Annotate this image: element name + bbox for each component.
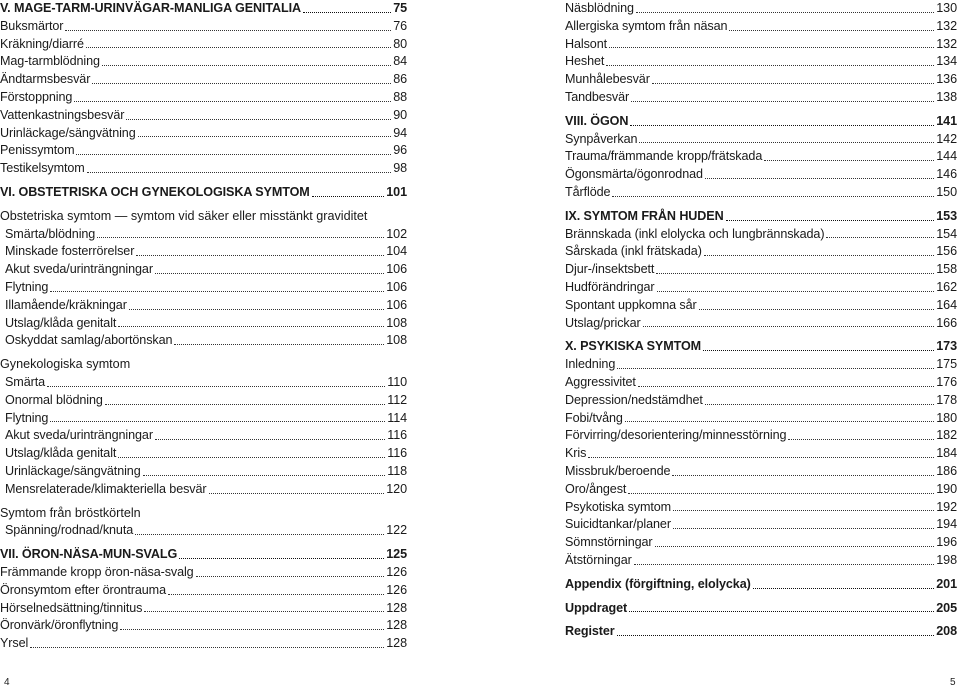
toc-entry[interactable]	[565, 53, 957, 71]
toc-entry[interactable]	[565, 0, 957, 18]
toc-entry-page-number: 118	[387, 463, 407, 478]
toc-entry-page-number: 104	[386, 244, 407, 259]
toc-entry[interactable]	[0, 410, 407, 428]
toc-entry-label: Hudförändringar	[565, 279, 655, 294]
toc-entry-page-number: 122	[386, 523, 407, 538]
toc-entry-page-number: 158	[936, 262, 957, 277]
toc-section-heading[interactable]	[565, 113, 957, 131]
toc-entry-label: X. PSYKISKA SYMTOM	[565, 339, 702, 354]
toc-entry-page-number: 120	[386, 481, 407, 496]
toc-entry-label: Hörselnedsättning/tinnitus	[0, 600, 143, 615]
toc-entry-page-number: 106	[386, 262, 407, 277]
toc-entry-page-number: 134	[936, 54, 957, 69]
toc-entry[interactable]	[0, 445, 407, 463]
toc-entry[interactable]	[565, 499, 957, 517]
dot-leader	[617, 367, 934, 369]
toc-entry-label: Buksmärtor	[0, 18, 64, 33]
toc-entry[interactable]	[565, 410, 957, 428]
toc-entry-label: Oro/ångest	[565, 481, 627, 496]
toc-entry[interactable]	[565, 481, 957, 499]
dot-leader	[102, 64, 391, 66]
toc-entry-page-number: 101	[386, 184, 407, 199]
toc-entry[interactable]	[565, 445, 957, 463]
toc-entry[interactable]	[0, 374, 407, 392]
dot-leader	[636, 11, 934, 13]
toc-section-heading[interactable]	[0, 0, 407, 18]
toc-entry-label: Mensrelaterade/klimakteriella besvär	[5, 481, 207, 496]
toc-entry[interactable]	[565, 243, 957, 261]
toc-entry-page-number: 146	[936, 167, 957, 182]
dot-leader	[655, 545, 935, 547]
toc-entry[interactable]	[565, 552, 957, 570]
dot-leader	[788, 438, 934, 440]
toc-entry[interactable]	[0, 53, 407, 71]
toc-group-heading: Obstetriska symtom — symtom vid säker eller misstänkt graviditet	[0, 208, 368, 223]
toc-entry-label: Inledning	[565, 357, 616, 372]
toc-entry-page-number: 164	[936, 297, 957, 312]
toc-entry-page-number: 108	[386, 333, 407, 348]
toc-entry[interactable]	[565, 315, 957, 333]
toc-entry-label: Kris	[565, 446, 587, 461]
toc-entry-page-number: 126	[386, 564, 407, 579]
toc-entry-page-number: 150	[936, 184, 957, 199]
toc-entry-page-number: 175	[936, 357, 957, 372]
toc-entry[interactable]	[0, 107, 407, 125]
toc-entry-label: Yrsel	[0, 636, 29, 651]
toc-entry-label: Halsont	[565, 36, 608, 51]
toc-entry-page-number: 106	[386, 279, 407, 294]
toc-entry[interactable]	[565, 89, 957, 107]
toc-entry-page-number: 128	[386, 618, 407, 633]
toc-entry[interactable]	[0, 18, 407, 36]
toc-entry-page-number: 136	[936, 72, 957, 87]
dot-leader	[174, 343, 384, 345]
dot-leader	[50, 290, 384, 292]
toc-entry-page-number: 142	[936, 131, 957, 146]
toc-entry-page-number: 112	[387, 392, 407, 407]
toc-entry-page-number: 182	[936, 428, 957, 443]
toc-entry-label: Allergiska symtom från näsan	[565, 18, 728, 33]
toc-entry-page-number: 108	[386, 315, 407, 330]
toc-entry-page-number: 75	[393, 1, 407, 15]
dot-leader	[588, 456, 934, 458]
toc-entry-label: Främmande kropp öron-näsa-svalg	[0, 564, 194, 579]
toc-entry[interactable]	[0, 392, 407, 410]
toc-entry[interactable]	[0, 481, 407, 499]
dot-leader	[705, 403, 934, 405]
dot-leader	[155, 272, 384, 274]
dot-leader	[126, 118, 391, 120]
dot-leader	[312, 195, 385, 197]
toc-entry-label: Psykotiska symtom	[565, 499, 672, 514]
toc-entry[interactable]	[0, 142, 407, 160]
toc-entry[interactable]	[0, 564, 407, 582]
dot-leader	[606, 64, 934, 66]
toc-entry-page-number: 116	[387, 428, 407, 443]
toc-entry[interactable]	[0, 635, 407, 653]
toc-entry[interactable]	[0, 243, 407, 261]
dot-leader	[76, 153, 391, 155]
toc-entry-page-number: 192	[936, 499, 957, 514]
toc-entry-page-number: 154	[936, 226, 957, 241]
dot-leader	[673, 527, 934, 529]
toc-entry[interactable]	[0, 463, 407, 481]
dot-leader	[168, 593, 384, 595]
toc-entry-page-number: 80	[393, 36, 407, 51]
toc-entry-label: Näsblödning	[565, 1, 634, 15]
toc-entry-page-number: 116	[387, 446, 407, 461]
dot-leader	[118, 456, 385, 458]
toc-entry-page-number: 186	[936, 463, 957, 478]
toc-entry[interactable]	[565, 261, 957, 279]
toc-entry-label: Djur-/insektsbett	[565, 262, 655, 277]
toc-entry-label: Smärta/blödning	[5, 226, 96, 241]
toc-section-heading[interactable]	[565, 208, 957, 226]
toc-section-heading[interactable]	[0, 546, 407, 564]
toc-entry[interactable]	[0, 125, 407, 143]
toc-entry[interactable]	[0, 279, 407, 297]
dot-leader	[612, 195, 934, 197]
toc-left-column	[0, 0, 407, 653]
toc-entry-page-number: 128	[386, 600, 407, 615]
toc-entry-page-number: 198	[936, 552, 957, 567]
dot-leader	[705, 177, 934, 179]
dot-leader	[155, 438, 385, 440]
toc-entry-page-number: 130	[936, 1, 957, 15]
toc-entry-label: Depression/nedstämdhet	[565, 392, 703, 407]
dot-leader	[638, 385, 934, 387]
toc-entry[interactable]	[565, 374, 957, 392]
toc-entry-page-number: 96	[393, 143, 407, 158]
toc-entry[interactable]	[565, 18, 957, 36]
toc-entry-page-number: 86	[393, 72, 407, 87]
toc-entry[interactable]	[565, 297, 957, 315]
dot-leader	[143, 474, 386, 476]
toc-entry-label: Vattenkastningsbesvär	[0, 107, 125, 122]
toc-entry-label: Akut sveda/urinträngningar	[5, 262, 153, 277]
toc-entry[interactable]	[0, 522, 407, 540]
toc-entry[interactable]	[565, 427, 957, 445]
dot-leader	[92, 82, 391, 84]
page-number-right: 5	[950, 677, 956, 688]
toc-entry[interactable]	[0, 332, 407, 350]
dot-leader	[138, 135, 392, 137]
toc-entry-page-number: 190	[936, 481, 957, 496]
toc-entry[interactable]	[565, 166, 957, 184]
toc-entry-label: Tårflöde	[565, 184, 611, 199]
toc-entry-page-number: 162	[936, 279, 957, 294]
toc-entry[interactable]	[565, 534, 957, 552]
toc-entry-page-number: 90	[393, 107, 407, 122]
toc-entry[interactable]	[565, 392, 957, 410]
dot-leader	[50, 420, 385, 422]
toc-entry-page-number: 173	[936, 339, 957, 354]
toc-entry[interactable]	[0, 315, 407, 333]
toc-entry-page-number: 102	[386, 226, 407, 241]
toc-right-column	[565, 0, 957, 641]
toc-entry-label: Munhålebesvär	[565, 72, 650, 87]
toc-entry-page-number: 132	[936, 36, 957, 51]
toc-section-heading[interactable]	[565, 576, 957, 594]
toc-entry-page-number: 208	[936, 624, 957, 639]
toc-entry[interactable]	[565, 463, 957, 481]
dot-leader	[764, 159, 934, 161]
dot-leader	[196, 575, 385, 577]
toc-entry-label: Register	[565, 624, 615, 639]
toc-section-heading[interactable]	[565, 600, 957, 618]
toc-entry-label: VIII. ÖGON	[565, 113, 629, 128]
toc-entry[interactable]	[0, 582, 407, 600]
toc-entry-label: Penissymtom	[0, 143, 75, 158]
toc-entry-label: VI. OBSTETRISKA OCH GYNEKOLOGISKA SYMTOM	[0, 184, 310, 199]
dot-leader	[617, 634, 935, 636]
toc-entry-page-number: 128	[386, 636, 407, 651]
dot-leader	[673, 509, 934, 511]
toc-entry-page-number: 205	[936, 600, 957, 615]
toc-entry-label: V. MAGE-TARM-URINVÄGAR-MANLIGA GENITALIA	[0, 1, 302, 15]
toc-entry-label: Utslag/prickar	[565, 315, 641, 330]
toc-entry-page-number: 201	[936, 576, 957, 591]
dot-leader	[634, 563, 935, 565]
toc-entry[interactable]	[0, 36, 407, 54]
toc-entry-page-number: 196	[936, 535, 957, 550]
toc-entry-label: Utslag/klåda genitalt	[5, 446, 117, 461]
dot-leader	[753, 587, 935, 589]
toc-entry-label: Kräkning/diarré	[0, 36, 84, 51]
dot-leader	[47, 385, 385, 387]
toc-entry-label: Spontant uppkomna sår	[565, 297, 697, 312]
toc-entry-label: Flytning	[5, 279, 49, 294]
dot-leader	[643, 325, 935, 327]
toc-entry[interactable]	[565, 131, 957, 149]
toc-entry-page-number: 141	[936, 113, 957, 128]
toc-entry-label: Minskade fosterrörelser	[5, 244, 135, 259]
toc-entry-label: Onormal blödning	[5, 392, 103, 407]
dot-leader	[135, 533, 384, 535]
toc-entry-page-number: 184	[936, 446, 957, 461]
dot-leader	[144, 610, 384, 612]
toc-entry-label: Smärta	[5, 374, 45, 389]
toc-entry-label: Brännskada (inkl elolycka och lungbrännskada)	[565, 226, 825, 241]
toc-entry-label: Testikelsymtom	[0, 161, 85, 176]
toc-entry-label: IX. SYMTOM FRÅN HUDEN	[565, 208, 724, 223]
toc-entry-page-number: 98	[393, 161, 407, 176]
toc-entry-label: Flytning	[5, 410, 49, 425]
toc-entry-label: Synpåverkan	[565, 131, 638, 146]
toc-group-heading: Gynekologiska symtom	[0, 357, 131, 372]
toc-entry[interactable]	[565, 279, 957, 297]
toc-entry-label: Ögonsmärta/ögonrodnad	[565, 167, 703, 182]
toc-entry-label: Tandbesvär	[565, 89, 630, 104]
toc-entry-label: Förstoppning	[0, 89, 73, 104]
toc-entry[interactable]	[0, 89, 407, 107]
toc-entry-page-number: 110	[387, 374, 407, 389]
toc-entry[interactable]	[565, 356, 957, 374]
toc-entry[interactable]	[565, 36, 957, 54]
toc-entry[interactable]	[565, 184, 957, 202]
toc-entry-label: Appendix (förgiftning, elolycka)	[565, 576, 751, 591]
toc-section-heading[interactable]	[565, 623, 957, 641]
toc-entry-page-number: 126	[386, 582, 407, 597]
dot-leader	[129, 308, 384, 310]
dot-leader	[118, 325, 384, 327]
toc-entry-page-number: 94	[393, 125, 407, 140]
dot-leader	[74, 100, 391, 102]
toc-entry-label: Aggressivitet	[565, 374, 636, 389]
dot-leader	[631, 100, 934, 102]
dot-leader	[105, 403, 385, 405]
toc-entry-page-number: 114	[387, 410, 407, 425]
toc-entry-label: Urinläckage/sängvätning	[5, 463, 141, 478]
dot-leader	[703, 349, 934, 351]
toc-entry-label: Urinläckage/sängvätning	[0, 125, 136, 140]
dot-leader	[136, 254, 384, 256]
dot-leader	[609, 46, 934, 48]
toc-entry[interactable]	[565, 71, 957, 89]
toc-entry-page-number: 84	[393, 54, 407, 69]
toc-section-heading[interactable]	[565, 338, 957, 356]
dot-leader	[657, 290, 935, 292]
toc-entry-page-number: 88	[393, 89, 407, 104]
toc-entry[interactable]	[565, 148, 957, 166]
toc-entry-label: Mag-tarmblödning	[0, 54, 100, 69]
toc-entry-label: Fobi/tvång	[565, 410, 623, 425]
toc-entry-label: Spänning/rodnad/knuta	[5, 523, 134, 538]
toc-entry[interactable]	[0, 261, 407, 279]
dot-leader	[303, 11, 391, 13]
dot-leader	[628, 492, 934, 494]
toc-entry-label: Ändtarmsbesvär	[0, 72, 91, 87]
toc-entry-label: Sårskada (inkl frätskada)	[565, 244, 702, 259]
dot-leader	[726, 219, 935, 221]
toc-entry[interactable]	[565, 516, 957, 534]
dot-leader	[120, 628, 384, 630]
toc-entry-label: Illamående/kräkningar	[5, 297, 127, 312]
toc-entry-label: Oskyddat samlag/abortönskan	[5, 333, 173, 348]
toc-entry-page-number: 76	[393, 18, 407, 33]
toc-entry-page-number: 180	[936, 410, 957, 425]
dot-leader	[826, 236, 934, 238]
toc-entry-page-number: 166	[936, 315, 957, 330]
dot-leader	[672, 474, 934, 476]
toc-entry[interactable]	[0, 71, 407, 89]
toc-entry-page-number: 156	[936, 244, 957, 259]
toc-entry-label: Uppdraget	[565, 600, 628, 615]
toc-entry-page-number: 106	[386, 297, 407, 312]
dot-leader	[97, 236, 384, 238]
toc-entry-label: Missbruk/beroende	[565, 463, 671, 478]
dot-leader	[65, 29, 391, 31]
toc-entry-label: Öronsymtom efter örontrauma	[0, 582, 166, 597]
page-number-left: 4	[4, 677, 10, 688]
toc-entry-label: Heshet	[565, 54, 605, 69]
toc-entry[interactable]	[0, 226, 407, 244]
toc-entry-page-number: 138	[936, 89, 957, 104]
toc-entry-page-number: 176	[936, 374, 957, 389]
toc-entry-label: Utslag/klåda genitalt	[5, 315, 117, 330]
dot-leader	[86, 46, 391, 48]
dot-leader	[639, 141, 934, 143]
dot-leader	[704, 254, 934, 256]
toc-entry-label: Akut sveda/urinträngningar	[5, 428, 153, 443]
toc-entry-page-number: 153	[936, 208, 957, 223]
dot-leader	[656, 272, 934, 274]
dot-leader	[30, 646, 384, 648]
dot-leader	[652, 82, 934, 84]
toc-entry-page-number: 144	[936, 149, 957, 164]
dot-leader	[629, 610, 934, 612]
dot-leader	[179, 557, 384, 559]
toc-entry-label: Suicidtankar/planer	[565, 517, 671, 532]
toc-entry[interactable]	[0, 617, 407, 635]
toc-entry-label: Ätstörningar	[565, 552, 632, 567]
toc-entry-label: VII. ÖRON-NÄSA-MUN-SVALG	[0, 547, 178, 562]
toc-entry-label: Trauma/främmande kropp/frätskada	[565, 149, 763, 164]
toc-entry-page-number: 125	[386, 547, 407, 562]
dot-leader	[209, 492, 385, 494]
dot-leader	[625, 420, 934, 422]
toc-entry[interactable]	[0, 427, 407, 445]
toc-entry-label: Sömnstörningar	[565, 535, 653, 550]
toc-entry[interactable]	[565, 226, 957, 244]
toc-entry-page-number: 194	[936, 517, 957, 532]
toc-entry[interactable]	[0, 160, 407, 178]
toc-entry-label: Öronvärk/öronflytning	[0, 618, 119, 633]
dot-leader	[699, 308, 935, 310]
toc-entry[interactable]	[0, 297, 407, 315]
toc-entry-page-number: 178	[936, 392, 957, 407]
toc-entry-label: Förvirring/desorientering/minnesstörning	[565, 428, 787, 443]
dot-leader	[630, 124, 934, 126]
toc-entry[interactable]	[0, 600, 407, 618]
dot-leader	[729, 29, 934, 31]
toc-section-heading[interactable]	[0, 184, 407, 202]
dot-leader	[87, 171, 392, 173]
toc-entry-page-number: 132	[936, 18, 957, 33]
toc-group-heading: Symtom från bröstkörteln	[0, 505, 141, 520]
